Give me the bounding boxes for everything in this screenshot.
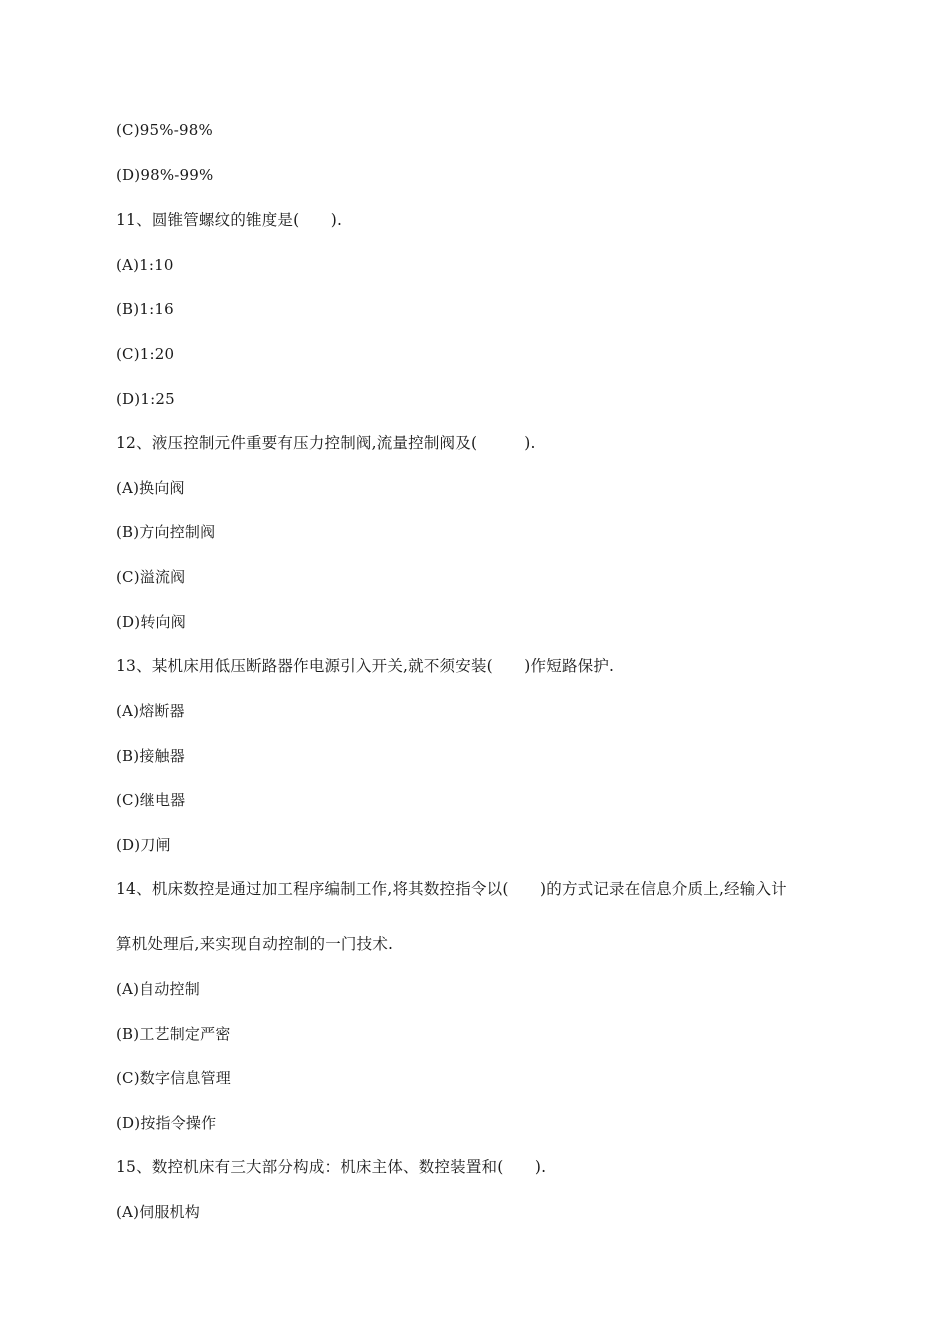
option-a-q14: (A)自动控制 (116, 980, 200, 998)
option-c-q13: (C)继电器 (116, 791, 186, 809)
option-b-q14: (B)工艺制定严密 (116, 1025, 231, 1043)
option-d-q10: (D)98%-99% (116, 166, 214, 184)
option-d-q14: (D)按指令操作 (116, 1114, 217, 1132)
option-c-q14: (C)数字信息管理 (116, 1069, 231, 1087)
option-a-q11: (A)1:10 (116, 256, 174, 274)
option-a-q12: (A)换向阀 (116, 479, 185, 497)
question-14-continued: 算机处理后,来实现自动控制的一门技术. (116, 935, 394, 953)
option-b-q12: (B)方向控制阀 (116, 523, 216, 541)
question-14: 14、机床数控是通过加工程序编制工作,将其数控指令以( )的方式记录在信息介质上,经输入计 (116, 880, 787, 898)
option-d-q11: (D)1:25 (116, 390, 175, 408)
question-15: 15、数控机床有三大部分构成：机床主体、数控装置和( ). (116, 1158, 547, 1176)
option-b-q13: (B)接触器 (116, 747, 185, 765)
question-11: 11、圆锥管螺纹的锥度是( ). (116, 211, 343, 229)
option-c-q10: (C)95%-98% (116, 121, 213, 139)
option-c-q12: (C)溢流阀 (116, 568, 186, 586)
question-12: 12、液压控制元件重要有压力控制阀,流量控制阀及( ). (116, 434, 536, 452)
option-c-q11: (C)1:20 (116, 345, 175, 363)
option-b-q11: (B)1:16 (116, 300, 174, 318)
option-d-q13: (D)刀闸 (116, 836, 171, 854)
option-d-q12: (D)转向阀 (116, 613, 186, 631)
option-a-q13: (A)熔断器 (116, 702, 185, 720)
option-a-q15: (A)伺服机构 (116, 1203, 200, 1221)
question-13: 13、某机床用低压断路器作电源引入开关,就不须安装( )作短路保护. (116, 657, 615, 675)
